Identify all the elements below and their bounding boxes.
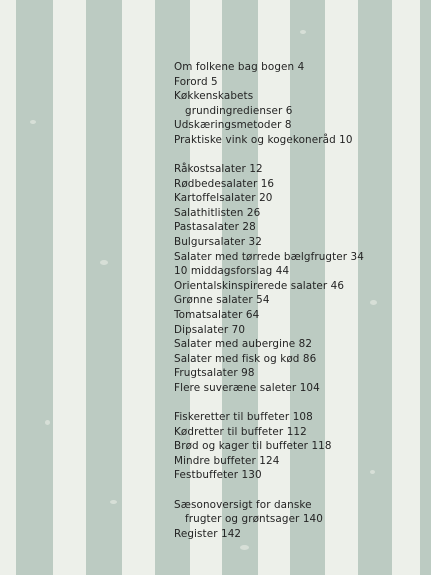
toc-entry: Salater med aubergine 82 bbox=[174, 338, 313, 351]
toc-entry: Orientalskinspirerede salater 46 bbox=[174, 279, 345, 292]
toc-entry: Tomatsalater 64 bbox=[174, 309, 260, 321]
toc-entry: Kartoffelsalater 20 bbox=[174, 192, 273, 205]
toc-entry: Rødbedesalater 16 bbox=[174, 177, 275, 190]
toc-entry: Forord 5 bbox=[174, 75, 218, 88]
toc-entry: Råkostsalater 12 bbox=[174, 163, 263, 176]
toc-entry: Festbuffeter 130 bbox=[174, 469, 262, 482]
toc-entry: grundingredienser 6 bbox=[185, 104, 293, 117]
toc-entry: Brød og kager til buffeter 118 bbox=[174, 440, 332, 453]
toc-entry: Frugtsalater 98 bbox=[174, 367, 255, 380]
toc-entry: frugter og grøntsager 140 bbox=[185, 513, 323, 526]
table-of-contents bbox=[174, 60, 424, 556]
toc-entry: Pastasalater 28 bbox=[174, 221, 256, 234]
toc-group bbox=[174, 162, 424, 396]
toc-entry: Udskæringsmetoder 8 bbox=[174, 119, 292, 132]
toc-entry: Fiskeretter til buffeter 108 bbox=[174, 411, 313, 424]
speck bbox=[110, 500, 117, 504]
toc-entry: Salathitlisten 26 bbox=[174, 206, 261, 219]
toc-entry: Om folkene bag bogen 4 bbox=[174, 61, 305, 73]
toc-group bbox=[174, 60, 424, 148]
toc-entry: Register 142 bbox=[174, 527, 242, 540]
toc-entry: Sæsonoversigt for danske bbox=[174, 498, 312, 511]
toc-entry: Mindre buffeter 124 bbox=[174, 454, 280, 467]
toc-entry: Salater med tørrede bælgfrugter 34 bbox=[174, 250, 364, 263]
stripe bbox=[86, 0, 122, 575]
toc-entry: Dipsalater 70 bbox=[174, 323, 246, 336]
toc-entry: Salater med fisk og kød 86 bbox=[174, 352, 317, 365]
speck bbox=[30, 120, 36, 124]
toc-group bbox=[174, 498, 424, 542]
toc-entry: Kødretter til buffeter 112 bbox=[174, 425, 307, 438]
toc-entry: Grønne salater 54 bbox=[174, 294, 270, 307]
speck bbox=[45, 420, 50, 425]
toc-entry: Bulgursalater 32 bbox=[174, 236, 262, 249]
speck bbox=[300, 30, 306, 34]
toc-group bbox=[174, 410, 424, 483]
speck bbox=[100, 260, 108, 265]
toc-entry: Praktiske vink og kogekoneråd 10 bbox=[174, 133, 353, 146]
toc-entry: Køkkenskabets bbox=[174, 90, 254, 103]
toc-entry: Flere suveræne saleter 104 bbox=[174, 381, 320, 394]
stripe bbox=[16, 0, 53, 575]
toc-entry: 10 middagsforslag 44 bbox=[174, 265, 290, 278]
